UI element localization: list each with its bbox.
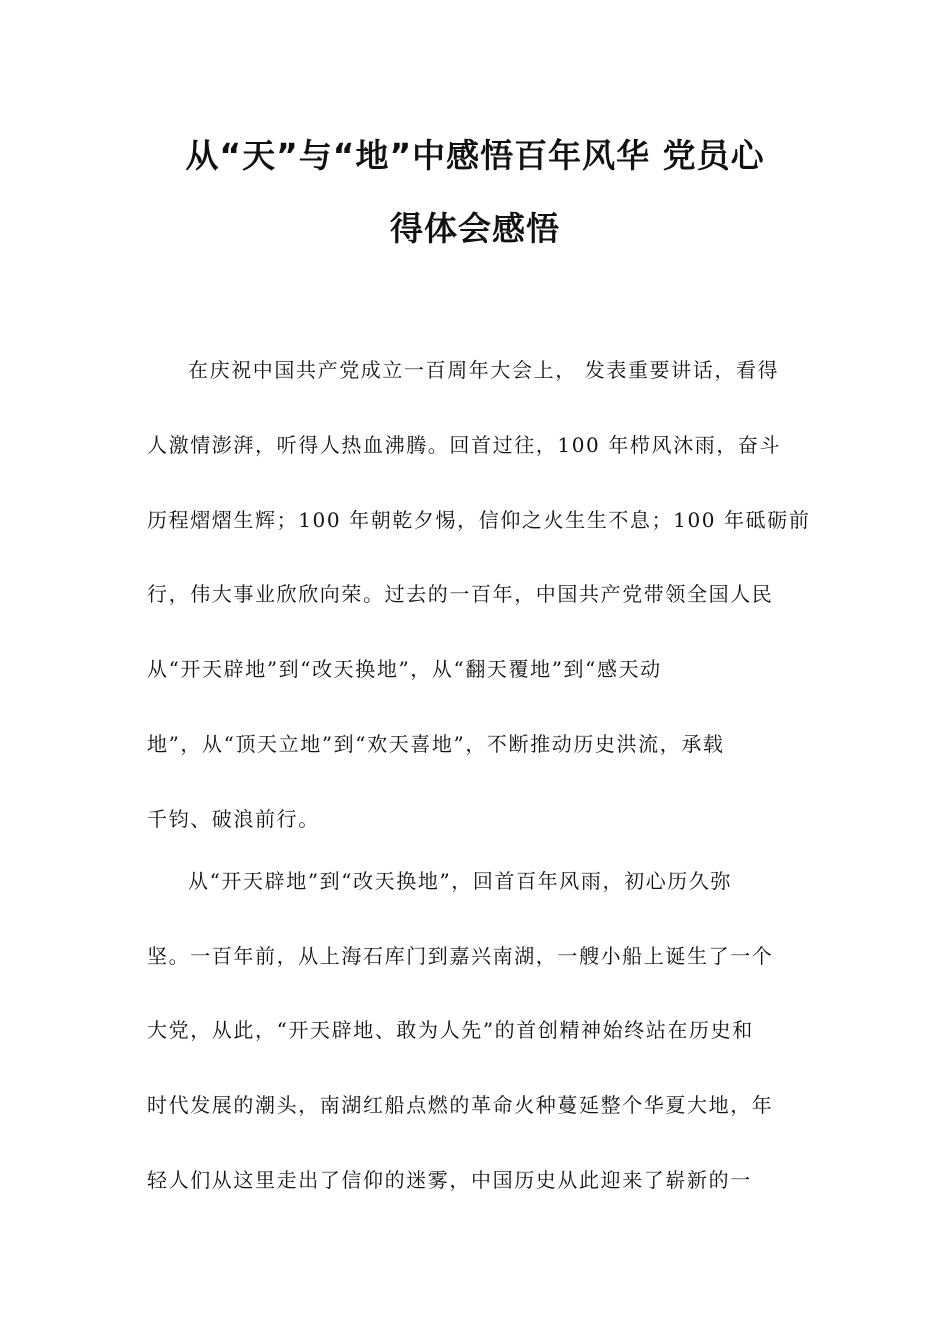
paragraph-1-line-4: 行，伟大事业欣欣向荣。过去的一百年，中国共产党带领全国人民 [147,582,774,606]
paragraph-2-line-5: 轻人们从这里走出了信仰的迷雾，中国历史从此迎来了崭新的一 [147,1168,752,1192]
paragraph-2-line-2: 坚。一百年前，从上海石库门到嘉兴南湖，一艘小船上诞生了一个 [147,944,774,968]
paragraph-1-line-1: 在庆祝中国共产党成立一百周年大会上， 发表重要讲话，看得 [188,358,780,382]
paragraph-2-line-4: 时代发展的潮头，南湖红船点燃的革命火种蔓延整个华夏大地，年 [147,1093,774,1117]
paragraph-2-line-3: 大党，从此，“开天辟地、敢为人先”的首创精神始终站在历史和 [147,1018,754,1042]
paragraph-1-line-5: 从“开天辟地”到“改天换地”，从“翻天覆地”到“感天动 [147,657,662,681]
document-title-line-1: 从“天”与“地”中感悟百年风华 党员心 [185,136,765,175]
paragraph-1-line-2: 人激情澎湃，听得人热血沸腾。回首过往，100 年栉风沐雨，奋斗 [147,433,782,457]
paragraph-2-line-1: 从“开天辟地”到“改天换地”，回首百年风雨，初心历久弥 [188,869,733,893]
paragraph-1-line-3: 历程熠熠生辉；100 年朝乾夕惕，信仰之火生生不息；100 年砥砺前 [147,508,811,532]
paragraph-1-line-6: 地”，从“顶天立地”到“欢天喜地”，不断推动历史洪流，承载 [147,732,725,756]
paragraph-1-line-7: 千钧、破浪前行。 [147,807,320,831]
document-title-line-2: 得体会感悟 [390,209,560,248]
